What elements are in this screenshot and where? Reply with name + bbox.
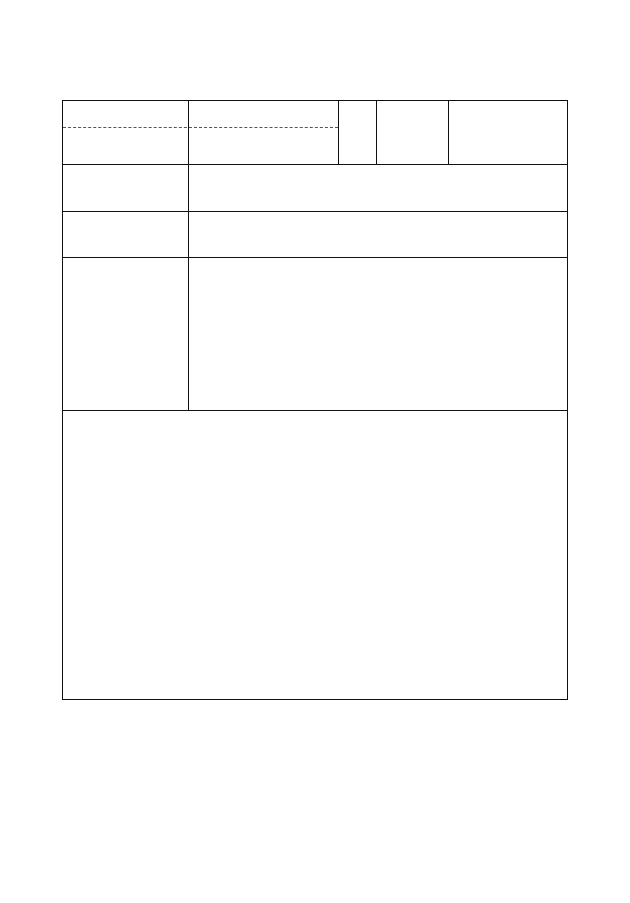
row-divider-1 [63, 164, 567, 165]
label-column-divider [188, 101, 189, 410]
sex-column-divider-right [376, 101, 377, 164]
row-divider-2 [63, 211, 567, 212]
other-reason-input[interactable] [242, 378, 502, 394]
furigana-input[interactable] [190, 102, 336, 126]
birth-column-divider [448, 101, 449, 164]
furigana-divider [63, 127, 338, 128]
sex-column-divider-left [338, 101, 339, 164]
patient-name-input[interactable] [190, 130, 336, 162]
reason-option-2[interactable] [206, 306, 216, 317]
row-divider-4 [63, 410, 567, 411]
reason-option-3[interactable] [206, 336, 216, 347]
application-form [62, 100, 568, 700]
reason-option-1[interactable] [206, 276, 216, 287]
reason-option-4[interactable] [206, 367, 216, 378]
address-input[interactable] [190, 213, 566, 256]
row-divider-3 [63, 257, 567, 258]
